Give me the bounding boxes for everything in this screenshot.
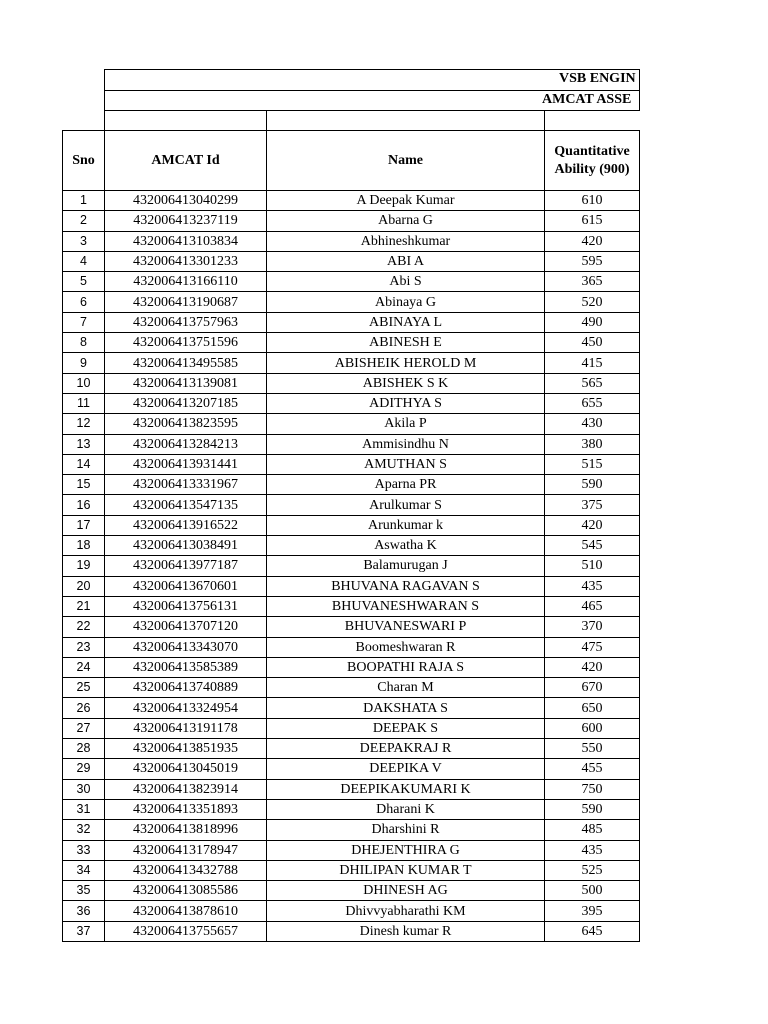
cell-quantitative: 435 (545, 576, 640, 596)
cell-quantitative: 435 (545, 840, 640, 860)
table-row (63, 576, 640, 596)
cell-sno: 3 (63, 231, 105, 251)
cell-name: Boomeshwaran R (267, 637, 545, 657)
cell-sno: 17 (63, 515, 105, 535)
cell-amcat-id: 432006413977187 (105, 556, 267, 576)
cell-quantitative: 645 (545, 921, 640, 941)
cell-quantitative: 415 (545, 353, 640, 373)
table-row (63, 901, 640, 921)
cell-sno: 33 (63, 840, 105, 860)
table-row (63, 617, 640, 637)
cell-amcat-id: 432006413351893 (105, 799, 267, 819)
cell-amcat-id: 432006413040299 (105, 191, 267, 211)
cell-name: Ammisindhu N (267, 434, 545, 454)
cell-name: BHUVANESWARI P (267, 617, 545, 637)
cell-name: BHUVANESHWARAN S (267, 596, 545, 616)
cell-quantitative: 595 (545, 251, 640, 271)
cell-name: DEEPIKAKUMARI K (267, 779, 545, 799)
cell-amcat-id: 432006413755657 (105, 921, 267, 941)
cell-name: DHINESH AG (267, 881, 545, 901)
cell-amcat-id: 432006413823595 (105, 414, 267, 434)
cell-amcat-id: 432006413284213 (105, 434, 267, 454)
cell-sno: 37 (63, 921, 105, 941)
cell-sno: 35 (63, 881, 105, 901)
cell-quantitative: 450 (545, 333, 640, 353)
cell-name: DEEPAKRAJ R (267, 739, 545, 759)
cell-sno: 30 (63, 779, 105, 799)
cell-name: Arulkumar S (267, 495, 545, 515)
cell-sno: 24 (63, 657, 105, 677)
cell-amcat-id: 432006413207185 (105, 393, 267, 413)
cell-quantitative: 465 (545, 596, 640, 616)
col-header-quant-line2: Ability (900) (554, 161, 630, 177)
cell-sno: 10 (63, 373, 105, 393)
cell-sno: 6 (63, 292, 105, 312)
cell-amcat-id: 432006413756131 (105, 596, 267, 616)
table-row (63, 333, 640, 353)
cell-name: Dinesh kumar R (267, 921, 545, 941)
table-row (63, 475, 640, 495)
cell-name: Aparna PR (267, 475, 545, 495)
cell-quantitative: 510 (545, 556, 640, 576)
cell-sno: 21 (63, 596, 105, 616)
cell-amcat-id: 432006413237119 (105, 211, 267, 231)
table-row (63, 312, 640, 332)
cell-name: DEEPIKA V (267, 759, 545, 779)
spacer-row-left (104, 110, 105, 130)
cell-quantitative: 380 (545, 434, 640, 454)
cell-quantitative: 490 (545, 312, 640, 332)
cell-sno: 5 (63, 272, 105, 292)
col-header-quantitative (545, 131, 640, 191)
cell-amcat-id: 432006413045019 (105, 759, 267, 779)
cell-amcat-id: 432006413547135 (105, 495, 267, 515)
cell-sno: 8 (63, 333, 105, 353)
table-row (63, 820, 640, 840)
cell-amcat-id: 432006413085586 (105, 881, 267, 901)
cell-quantitative: 485 (545, 820, 640, 840)
cell-amcat-id: 432006413191178 (105, 718, 267, 738)
table-row (63, 739, 640, 759)
table-row (63, 637, 640, 657)
cell-name: BHUVANA RAGAVAN S (267, 576, 545, 596)
cell-name: ABISHEK S K (267, 373, 545, 393)
cell-name: ADITHYA S (267, 393, 545, 413)
college-title: VSB ENGIN (559, 71, 636, 86)
cell-name: Dharani K (267, 799, 545, 819)
cell-sno: 20 (63, 576, 105, 596)
cell-sno: 9 (63, 353, 105, 373)
cell-quantitative: 420 (545, 657, 640, 677)
cell-amcat-id: 432006413670601 (105, 576, 267, 596)
cell-name: BOOPATHI RAJA S (267, 657, 545, 677)
cell-amcat-id: 432006413103834 (105, 231, 267, 251)
cell-sno: 11 (63, 393, 105, 413)
cell-amcat-id: 432006413139081 (105, 373, 267, 393)
header-row (63, 131, 640, 191)
table-row (63, 292, 640, 312)
cell-sno: 29 (63, 759, 105, 779)
cell-quantitative: 520 (545, 292, 640, 312)
cell-name: ABI A (267, 251, 545, 271)
table-row (63, 657, 640, 677)
cell-name: Dhivvyabharathi KM (267, 901, 545, 921)
table-body (63, 191, 640, 942)
col-header-sno: Sno (63, 131, 105, 191)
cell-name: DEEPAK S (267, 718, 545, 738)
col-header-name: Name (267, 131, 545, 191)
cell-amcat-id: 432006413585389 (105, 657, 267, 677)
cell-amcat-id: 432006413740889 (105, 678, 267, 698)
cell-sno: 26 (63, 698, 105, 718)
table-row (63, 515, 640, 535)
cell-quantitative: 420 (545, 231, 640, 251)
cell-sno: 34 (63, 860, 105, 880)
cell-amcat-id: 432006413818996 (105, 820, 267, 840)
cell-quantitative: 590 (545, 799, 640, 819)
cell-amcat-id: 432006413343070 (105, 637, 267, 657)
table-row (63, 454, 640, 474)
cell-quantitative: 750 (545, 779, 640, 799)
cell-name: Balamurugan J (267, 556, 545, 576)
cell-quantitative: 430 (545, 414, 640, 434)
cell-sno: 7 (63, 312, 105, 332)
cell-sno: 36 (63, 901, 105, 921)
col-header-quant-line1: Quantitative (554, 143, 630, 159)
cell-amcat-id: 432006413916522 (105, 515, 267, 535)
table-row (63, 556, 640, 576)
table-row (63, 231, 640, 251)
cell-quantitative: 565 (545, 373, 640, 393)
cell-sno: 18 (63, 536, 105, 556)
college-title-row (104, 69, 640, 91)
table-row (63, 353, 640, 373)
cell-quantitative: 670 (545, 678, 640, 698)
assessment-title-row (104, 90, 640, 111)
cell-name: Arunkumar k (267, 515, 545, 535)
table-row (63, 272, 640, 292)
cell-sno: 12 (63, 414, 105, 434)
cell-sno: 22 (63, 617, 105, 637)
cell-sno: 15 (63, 475, 105, 495)
cell-name: ABINAYA L (267, 312, 545, 332)
cell-name: Abi S (267, 272, 545, 292)
cell-name: Abhineshkumar (267, 231, 545, 251)
cell-sno: 23 (63, 637, 105, 657)
spacer-row-divider-2 (544, 110, 545, 130)
cell-amcat-id: 432006413301233 (105, 251, 267, 271)
cell-name: DAKSHATA S (267, 698, 545, 718)
cell-amcat-id: 432006413495585 (105, 353, 267, 373)
cell-amcat-id: 432006413707120 (105, 617, 267, 637)
table-row (63, 191, 640, 211)
cell-name: Dharshini R (267, 820, 545, 840)
cell-sno: 31 (63, 799, 105, 819)
cell-sno: 32 (63, 820, 105, 840)
table-row (63, 698, 640, 718)
cell-quantitative: 590 (545, 475, 640, 495)
table-row (63, 678, 640, 698)
cell-amcat-id: 432006413038491 (105, 536, 267, 556)
cell-name: Abarna G (267, 211, 545, 231)
cell-name: AMUTHAN S (267, 454, 545, 474)
table-row (63, 373, 640, 393)
table-row (63, 251, 640, 271)
cell-sno: 2 (63, 211, 105, 231)
table-row (63, 840, 640, 860)
cell-quantitative: 420 (545, 515, 640, 535)
table-row (63, 779, 640, 799)
assessment-title: AMCAT ASSE (542, 92, 632, 107)
cell-name: Aswatha K (267, 536, 545, 556)
cell-name: A Deepak Kumar (267, 191, 545, 211)
cell-name: DHEJENTHIRA G (267, 840, 545, 860)
cell-name: ABINESH E (267, 333, 545, 353)
cell-quantitative: 365 (545, 272, 640, 292)
cell-quantitative: 600 (545, 718, 640, 738)
cell-quantitative: 475 (545, 637, 640, 657)
cell-amcat-id: 432006413432788 (105, 860, 267, 880)
table-row (63, 495, 640, 515)
cell-sno: 13 (63, 434, 105, 454)
cell-quantitative: 525 (545, 860, 640, 880)
cell-name: ABISHEIK HEROLD M (267, 353, 545, 373)
table-row (63, 393, 640, 413)
spacer-row-divider-1 (266, 110, 267, 130)
cell-quantitative: 500 (545, 881, 640, 901)
cell-quantitative: 550 (545, 739, 640, 759)
cell-name: Abinaya G (267, 292, 545, 312)
cell-quantitative: 615 (545, 211, 640, 231)
cell-sno: 4 (63, 251, 105, 271)
cell-sno: 27 (63, 718, 105, 738)
table-row (63, 414, 640, 434)
table-row (63, 536, 640, 556)
table-row (63, 881, 640, 901)
cell-sno: 28 (63, 739, 105, 759)
cell-amcat-id: 432006413757963 (105, 312, 267, 332)
cell-sno: 14 (63, 454, 105, 474)
col-header-amcat-id: AMCAT Id (105, 131, 267, 191)
cell-amcat-id: 432006413823914 (105, 779, 267, 799)
cell-amcat-id: 432006413931441 (105, 454, 267, 474)
cell-sno: 16 (63, 495, 105, 515)
cell-amcat-id: 432006413851935 (105, 739, 267, 759)
cell-sno: 25 (63, 678, 105, 698)
cell-quantitative: 370 (545, 617, 640, 637)
table-row (63, 799, 640, 819)
cell-quantitative: 655 (545, 393, 640, 413)
cell-quantitative: 395 (545, 901, 640, 921)
cell-quantitative: 375 (545, 495, 640, 515)
table-row (63, 860, 640, 880)
cell-sno: 19 (63, 556, 105, 576)
cell-quantitative: 545 (545, 536, 640, 556)
cell-amcat-id: 432006413324954 (105, 698, 267, 718)
table-row (63, 596, 640, 616)
cell-amcat-id: 432006413331967 (105, 475, 267, 495)
table-row (63, 759, 640, 779)
cell-name: Akila P (267, 414, 545, 434)
cell-name: DHILIPAN KUMAR T (267, 860, 545, 880)
cell-amcat-id: 432006413190687 (105, 292, 267, 312)
cell-quantitative: 515 (545, 454, 640, 474)
cell-amcat-id: 432006413751596 (105, 333, 267, 353)
scores-table (62, 130, 640, 942)
cell-amcat-id: 432006413878610 (105, 901, 267, 921)
table-row (63, 921, 640, 941)
cell-quantitative: 455 (545, 759, 640, 779)
cell-amcat-id: 432006413178947 (105, 840, 267, 860)
table-row (63, 434, 640, 454)
cell-amcat-id: 432006413166110 (105, 272, 267, 292)
cell-sno: 1 (63, 191, 105, 211)
cell-quantitative: 650 (545, 698, 640, 718)
table-row (63, 211, 640, 231)
cell-name: Charan M (267, 678, 545, 698)
cell-quantitative: 610 (545, 191, 640, 211)
table-row (63, 718, 640, 738)
